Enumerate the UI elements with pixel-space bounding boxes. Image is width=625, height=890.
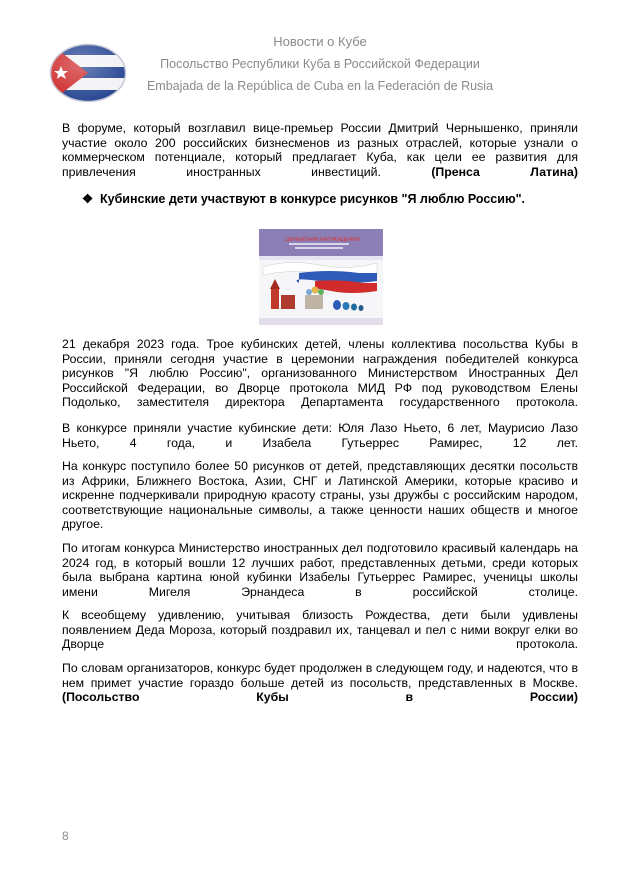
article-paragraph-3: На конкурс поступило более 50 рисунков от детей, представляющих десятки посольств из Африки, Ближнего Востока, Азии, СНГ и Латинской Америки, которые красиво и искренне подчеркивали природную красоту страны, узы дружбы с российским народом, соответствующие национальные символы, а также ценности наших обществ и многое другое. bbox=[62, 459, 578, 531]
article-title: Кубинские дети участвуют в конкурсе рисунков "Я люблю Россию". bbox=[100, 192, 526, 206]
article-paragraph-4: По итогам конкурса Министерство иностранных дел подготовило красивый календарь на 2024 год, в который вошли 12 лучших работ, представленных детьми, среди которых была выбрана картина юной кубинки Изабелы Гутьеррес Рамирес, ученицы школы имени Мигеля Эрнандеса в российской столице. bbox=[62, 541, 578, 599]
article-paragraph-6-text: По словам организаторов, конкурс будет продолжен в следующем году, и надеются, что в нем примет участие гораздо больше детей из посольств, представленных в Москве. bbox=[62, 661, 578, 690]
article-heading bbox=[82, 191, 525, 206]
photo-banner-text: ЦЕРЕМОНИЯ НАГРАЖДЕНИЯ bbox=[285, 237, 360, 243]
intro-text: В форуме, который возглавил вице-премьер России Дмитрий Чернышенко, приняли участие около 200 российских бизнесменов из разных отраслей, которые узнали о коммерческом потенциале, который предлагает Куба, как цели ее развития для привлечения иностранных инвестиций. bbox=[62, 121, 578, 179]
intro-source: (Пренса Латина) bbox=[431, 164, 578, 179]
article-paragraph-1: 21 декабря 2023 года. Трое кубинских детей, члены коллектива посольства Кубы в России, приняли сегодня участие в церемонии награждения победителей конкурса рисунков "Я люблю Россию", организованного Министерством Иностранных Дел Российской Федерации, во Дворце протокола МИД РФ под руководством Елены Подолько, заместителя директора Департамента государственного протокола. bbox=[62, 337, 578, 409]
intro-paragraph bbox=[62, 121, 578, 194]
drawing-photo bbox=[259, 229, 383, 325]
article-paragraph-2: В конкурсе приняли участие кубинские дети: Юля Лазо Ньето, 6 лет, Маурисио Лазо Ньето, 4 года, и Изабела Гутьеррес Рамирес, 12 лет. bbox=[62, 421, 578, 450]
article-source: (Посольство Кубы в России) bbox=[62, 690, 578, 704]
header-embassy-ru: Посольство Республики Куба в Российской Федерации bbox=[160, 57, 480, 71]
page-number: 8 bbox=[62, 829, 69, 843]
article-paragraph-6 bbox=[62, 661, 578, 719]
cuba-flag-logo bbox=[48, 42, 128, 104]
diamond-bullet-icon: ❖ bbox=[82, 192, 94, 206]
article-paragraph-5: К всеобщему удивлению, учитывая близость Рождества, дети были удивлены появлением Деда Мороза, который поздравил их, танцевал и пел с ними вокруг елки во Дворце протокола. bbox=[62, 608, 578, 651]
header-title: Новости о Кубе bbox=[273, 34, 367, 49]
header-embassy-es: Embajada de la República de Cuba en la Federación de Rusia bbox=[146, 79, 494, 93]
